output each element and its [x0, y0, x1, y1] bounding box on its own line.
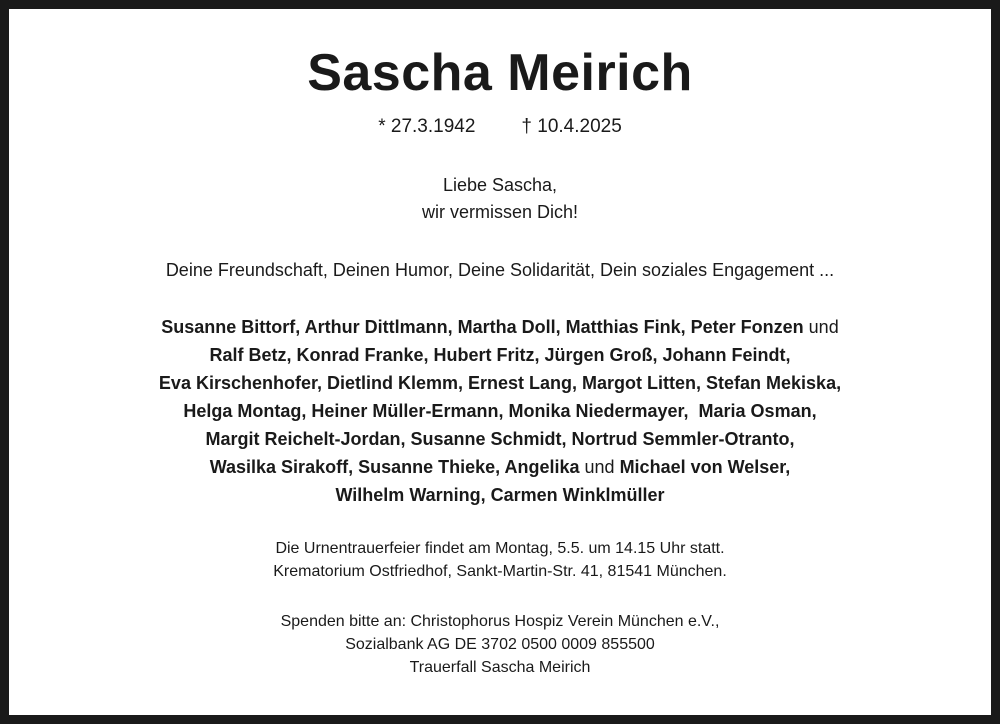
mourners-line: [0, 369, 1000, 397]
death-date: † 10.4.2025: [521, 116, 622, 137]
donation-line: Spenden bitte an: Christophorus Hospiz Verein München e.V.,: [280, 613, 720, 630]
deceased-name: Sascha Meirich: [307, 44, 693, 102]
qualities-text: Deine Freundschaft, Deinen Humor, Deine Solidarität, Dein soziales Engagement ...: [165, 260, 835, 280]
service-info: [0, 537, 1000, 583]
service-line: Die Urnentrauerfeier findet am Montag, 5.5. um 14.15 Uhr statt.: [275, 540, 725, 557]
life-dates: [0, 114, 1000, 140]
donation-line: Sozialbank AG DE 3702 0500 0009 855500: [345, 636, 655, 653]
mourner-names: Susanne Bittorf, Arthur Dittlmann, Martha Doll, Matthias Fink, Peter Fonzen: [161, 317, 804, 337]
mourners-line: [0, 341, 1000, 369]
service-line: Krematorium Ostfriedhof, Sankt-Martin-Str. 41, 81541 München.: [273, 563, 727, 580]
mourners-line: [0, 453, 1000, 481]
greeting-line: Liebe Sascha,: [442, 175, 558, 195]
mourners-line: [0, 481, 1000, 509]
greeting-line: wir vermissen Dich!: [421, 202, 579, 222]
conjunction: und: [584, 457, 615, 477]
donation-info: [0, 610, 1000, 679]
mourner-names: Wasilka Sirakoff, Susanne Thieke, Angelika: [209, 457, 580, 477]
mourner-names: Ralf Betz, Konrad Franke, Hubert Fritz, Jürgen Groß, Johann Feindt,: [209, 345, 791, 365]
donation-line: Trauerfall Sascha Meirich: [409, 659, 591, 676]
mourner-names: Helga Montag, Heiner Müller-Ermann, Monika Niedermayer, Maria Osman,: [183, 401, 817, 421]
mourners-line: [0, 313, 1000, 341]
mourners-line: [0, 397, 1000, 425]
mourner-names: Wilhelm Warning, Carmen Winklmüller: [335, 485, 665, 505]
mourners-line: [0, 425, 1000, 453]
mourner-names: Margit Reichelt-Jordan, Susanne Schmidt, Nortrud Semmler-Otranto,: [205, 429, 795, 449]
mourner-names: Michael von Welser,: [619, 457, 791, 477]
conjunction: und: [808, 317, 839, 337]
greeting: [0, 172, 1000, 226]
birth-date: * 27.3.1942: [378, 116, 476, 137]
mourner-names: Eva Kirschenhofer, Dietlind Klemm, Ernest Lang, Margot Litten, Stefan Mekiska,: [158, 373, 842, 393]
mourners-list: [0, 313, 1000, 509]
